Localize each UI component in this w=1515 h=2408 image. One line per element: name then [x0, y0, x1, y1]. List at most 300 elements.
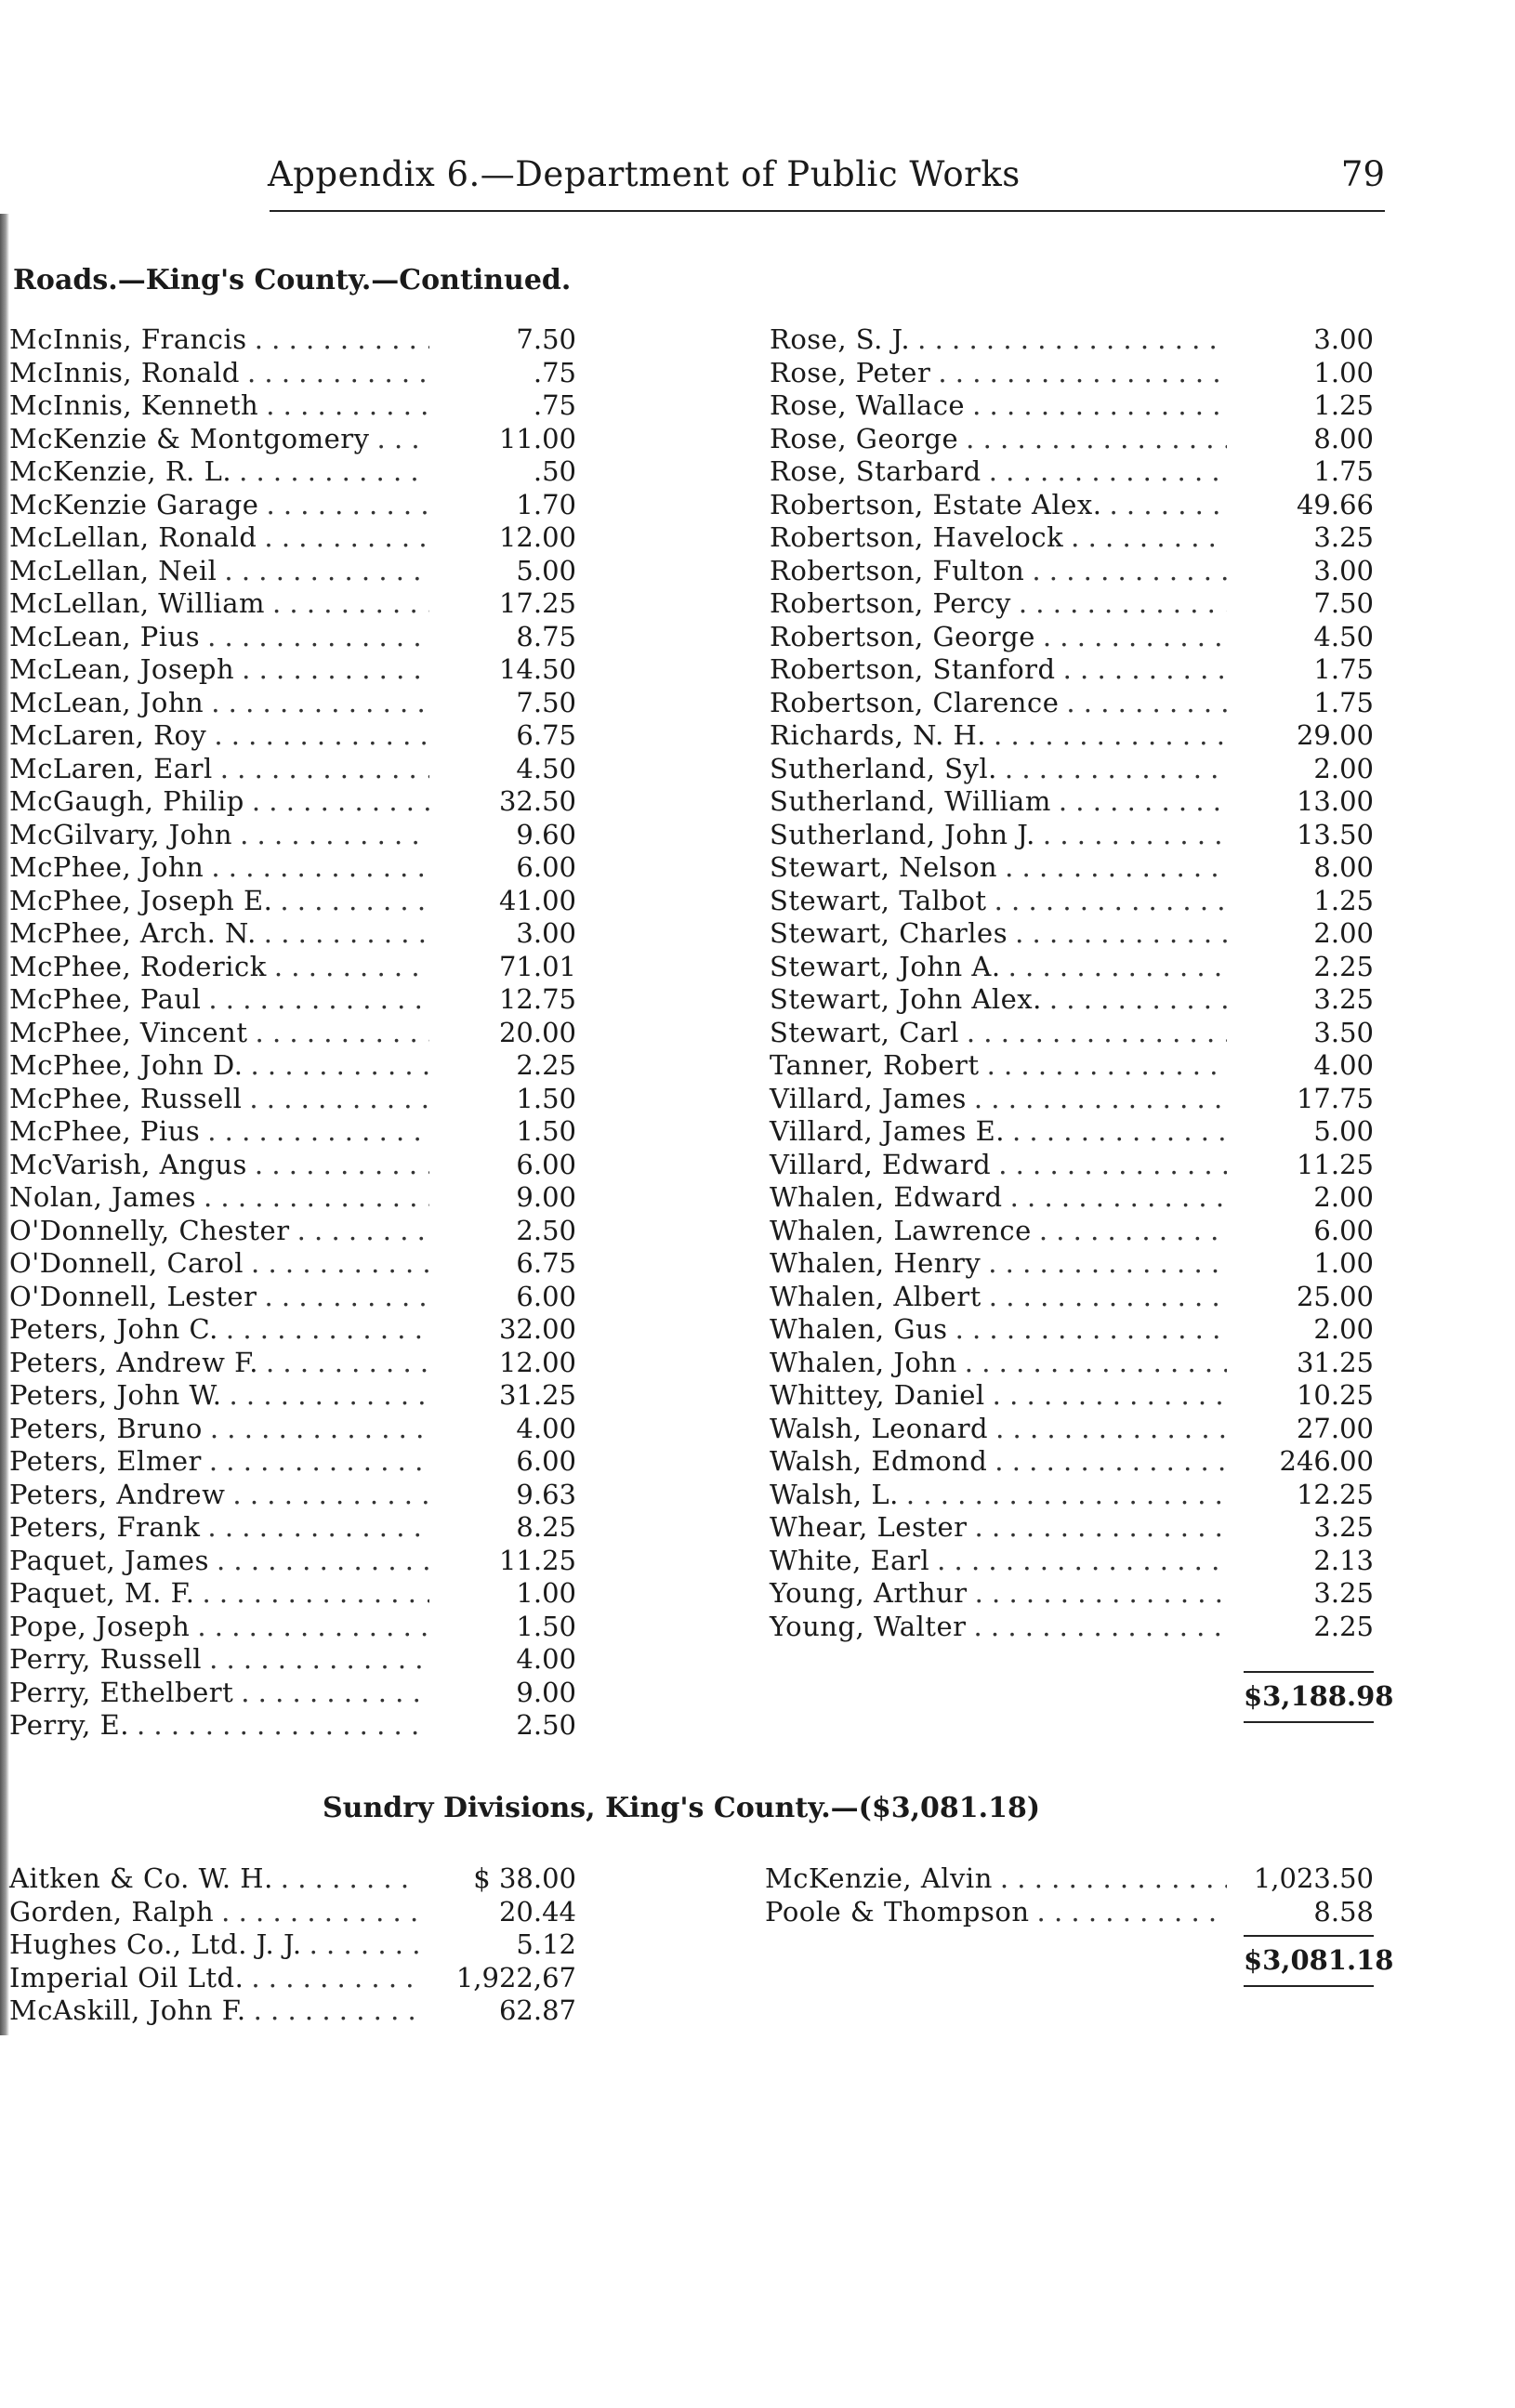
payment-amount: 12.25 — [1296, 1478, 1374, 1510]
dot-leader — [955, 1313, 1227, 1345]
payee-name: Robertson, Fulton — [770, 554, 1025, 586]
payee-name: Perry, Russell — [9, 1643, 203, 1675]
dot-leader — [221, 1896, 420, 1928]
payment-amount: 2.25 — [1313, 950, 1374, 982]
ledger-row — [9, 1928, 576, 1962]
payment-amount: 4.00 — [516, 1643, 576, 1675]
payment-amount: 11.25 — [498, 1544, 576, 1576]
ledger-row — [9, 521, 576, 555]
payment-amount: 2.25 — [1313, 1610, 1374, 1642]
payment-amount: 3.00 — [1313, 554, 1374, 586]
dot-leader — [266, 389, 429, 421]
payee-name: McLaren, Earl — [9, 752, 213, 784]
ledger-row — [9, 489, 576, 522]
ledger-row — [9, 1994, 576, 2028]
ledger-row — [770, 885, 1374, 918]
ledger-row — [770, 1115, 1374, 1149]
payment-amount: 5.00 — [516, 554, 576, 586]
ledger-row — [9, 1643, 576, 1677]
payee-name: Robertson, George — [770, 620, 1035, 652]
dot-leader — [1010, 1181, 1227, 1213]
payee-name: Young, Walter — [770, 1610, 967, 1642]
payment-amount: 3.00 — [516, 917, 576, 949]
roads-total: $3,188.98 — [1244, 1680, 1394, 1712]
ledger-row — [9, 687, 576, 720]
payee-name: Peters, Bruno — [9, 1412, 203, 1444]
dot-leader — [1000, 1862, 1227, 1894]
payee-name: Young, Arthur — [770, 1577, 968, 1609]
payee-name: McGilvary, John — [9, 818, 233, 850]
payee-name: Stewart, Talbot — [770, 884, 987, 916]
payment-amount: 4.50 — [1313, 620, 1374, 652]
dot-leader — [207, 621, 429, 652]
payment-amount: 5.12 — [516, 1928, 576, 1960]
payee-name: Robertson, Havelock — [770, 521, 1064, 553]
payee-name: Nolan, James — [9, 1181, 196, 1213]
payment-amount: 6.00 — [516, 1445, 576, 1477]
payment-amount: 3.25 — [1313, 521, 1374, 553]
dot-leader — [1109, 489, 1227, 520]
payment-amount: 1.70 — [516, 488, 576, 520]
payee-name: McVarish, Angus — [9, 1148, 247, 1180]
ledger-row — [770, 1347, 1374, 1380]
payee-name: Stewart, Carl — [770, 1016, 959, 1048]
payment-amount: 17.25 — [498, 587, 576, 619]
payment-amount: 4.50 — [516, 752, 576, 784]
payee-name: McLellan, Ronald — [9, 521, 257, 553]
ledger-row — [770, 753, 1374, 786]
payment-amount: 9.63 — [516, 1478, 576, 1510]
payee-name: McLean, Pius — [9, 620, 201, 652]
ledger-row — [770, 851, 1374, 885]
payee-name: Paquet, M. F. — [9, 1577, 195, 1609]
page-title: Appendix 6.—Department of Public Works — [268, 154, 1021, 194]
ledger-row — [770, 1479, 1374, 1512]
payment-amount: 8.25 — [516, 1511, 576, 1543]
payee-name: Stewart, Nelson — [770, 851, 998, 883]
ledger-row — [9, 753, 576, 786]
payee-name: Villard, James — [770, 1082, 967, 1114]
dot-leader — [211, 687, 429, 718]
dot-leader — [137, 1709, 429, 1741]
ledger-row — [770, 1181, 1374, 1215]
payment-amount: 11.25 — [1296, 1148, 1374, 1180]
payee-name: O'Donnelly, Chester — [9, 1214, 290, 1246]
payee-name: Stewart, John A. — [770, 950, 1001, 982]
payment-amount: 2.50 — [516, 1709, 576, 1741]
ledger-row — [9, 621, 576, 654]
dot-leader — [226, 1313, 429, 1345]
dot-leader — [202, 1577, 429, 1609]
dot-leader — [255, 323, 429, 355]
payee-name: McInnis, Francis — [9, 323, 247, 355]
ledger-row — [770, 785, 1374, 819]
payment-amount: 1.25 — [1313, 389, 1374, 421]
payee-name: Walsh, L. — [770, 1478, 899, 1510]
ledger-row — [770, 653, 1374, 687]
dot-leader — [211, 851, 429, 883]
dot-leader — [937, 1545, 1227, 1576]
ledger-row — [765, 1862, 1374, 1896]
payment-amount: 20.00 — [498, 1016, 576, 1048]
dot-leader — [209, 1643, 429, 1675]
payee-name: McPhee, Roderick — [9, 950, 267, 982]
ledger-row — [770, 389, 1374, 423]
dot-leader — [264, 917, 429, 949]
payment-amount: 2.00 — [1313, 752, 1374, 784]
payment-amount: 1.00 — [1313, 1247, 1374, 1279]
payee-name: McLellan, Neil — [9, 554, 217, 586]
payee-name: McKenzie, R. L. — [9, 455, 232, 487]
dot-leader — [220, 753, 429, 784]
dot-leader — [256, 1017, 429, 1048]
ledger-row — [9, 1545, 576, 1578]
ledger-row — [9, 885, 576, 918]
payment-amount: 9.00 — [516, 1676, 576, 1708]
payee-name: Whalen, Henry — [770, 1247, 981, 1279]
payee-name: Whalen, John — [770, 1346, 957, 1378]
dot-leader — [967, 1017, 1227, 1048]
sundry-section-heading: Sundry Divisions, King's County.—($3,081.18) — [323, 1792, 1041, 1824]
payment-amount: 2.13 — [1313, 1544, 1374, 1576]
ledger-row — [9, 653, 576, 687]
dot-leader — [217, 1545, 429, 1576]
dot-leader — [987, 1049, 1227, 1081]
payment-amount: 29.00 — [1296, 719, 1374, 751]
payee-name: Whear, Lester — [770, 1511, 968, 1543]
payee-name: McLellan, William — [9, 587, 265, 619]
ledger-row — [770, 489, 1374, 522]
dot-leader — [239, 455, 429, 487]
dot-leader — [214, 719, 429, 751]
ledger-row — [770, 521, 1374, 555]
dot-leader — [240, 819, 429, 850]
ledger-row — [9, 1577, 576, 1611]
ledger-row — [9, 1445, 576, 1479]
ledger-row — [9, 357, 576, 390]
ledger-row — [770, 357, 1374, 390]
sundry-total-block — [1244, 1935, 1394, 1987]
dot-leader — [377, 423, 429, 454]
ledger-row — [770, 1445, 1374, 1479]
dot-leader — [1049, 983, 1227, 1015]
ledger-row — [9, 1215, 576, 1248]
dot-leader — [264, 1281, 429, 1312]
running-head — [186, 154, 1385, 210]
ledger-row — [9, 1347, 576, 1380]
payment-amount: 41.00 — [498, 884, 576, 916]
dot-leader — [1032, 555, 1227, 586]
dot-leader — [1063, 653, 1227, 685]
payee-name: Stewart, Charles — [770, 917, 1008, 949]
payment-amount: 6.00 — [516, 1280, 576, 1312]
ledger-row — [9, 1281, 576, 1314]
dot-leader — [224, 555, 429, 586]
ledger-row — [770, 1017, 1374, 1050]
payee-name: Gorden, Ralph — [9, 1895, 215, 1928]
ledger-row — [9, 785, 576, 819]
payee-name: Sutherland, Syl. — [770, 752, 997, 784]
payee-name: Whittey, Daniel — [770, 1379, 985, 1411]
payment-amount: 11.00 — [498, 422, 576, 454]
payment-amount: 1.50 — [516, 1082, 576, 1114]
dot-leader — [1019, 587, 1227, 619]
dot-leader — [207, 1511, 429, 1543]
ledger-row — [770, 1577, 1374, 1611]
payment-amount: 32.00 — [498, 1313, 576, 1345]
payee-name: Poole & Thompson — [765, 1895, 1030, 1928]
payee-name: Robertson, Estate Alex. — [770, 488, 1102, 520]
payment-amount: .50 — [533, 455, 576, 487]
ledger-row — [9, 1181, 576, 1215]
ledger-row — [770, 1511, 1374, 1545]
ledger-row — [770, 687, 1374, 720]
ledger-row — [9, 719, 576, 753]
ledger-row — [770, 1215, 1374, 1248]
roads-left-column — [9, 323, 576, 1743]
dot-leader — [1037, 1896, 1227, 1928]
payment-amount: 10.25 — [1296, 1379, 1374, 1411]
payee-name: McKenzie Garage — [9, 488, 259, 520]
dot-leader — [252, 785, 429, 817]
dot-leader — [998, 1149, 1227, 1180]
dot-leader — [988, 1247, 1227, 1279]
sundry-right-column — [765, 1862, 1374, 1928]
payee-name: Villard, Edward — [770, 1148, 992, 1180]
total-rule-bottom — [1244, 1721, 1374, 1723]
payment-amount: 49.66 — [1296, 488, 1374, 520]
payment-amount: 32.50 — [498, 785, 576, 817]
dot-leader — [989, 455, 1227, 487]
payee-name: Pope, Joseph — [9, 1610, 191, 1642]
dot-leader — [1012, 1115, 1227, 1147]
payment-amount: 8.00 — [1313, 851, 1374, 883]
dot-leader — [197, 1611, 429, 1642]
payment-amount: 27.00 — [1296, 1412, 1374, 1444]
ledger-row — [770, 1281, 1374, 1314]
payment-amount: 13.50 — [1296, 818, 1374, 850]
binding-edge — [0, 214, 9, 2035]
payment-amount: 6.00 — [516, 1148, 576, 1180]
ledger-row — [770, 423, 1374, 456]
payment-amount: 12.00 — [498, 1346, 576, 1378]
dot-leader — [274, 951, 429, 982]
ledger-row — [9, 1611, 576, 1644]
payment-amount: 12.00 — [498, 521, 576, 553]
ledger-row — [770, 1379, 1374, 1413]
dot-leader — [995, 1413, 1227, 1444]
sundry-left-column — [9, 1862, 576, 2028]
ledger-row — [770, 1049, 1374, 1083]
dot-leader — [247, 357, 429, 388]
payment-amount: 12.75 — [498, 983, 576, 1015]
payee-name: Walsh, Leonard — [770, 1412, 989, 1444]
ledger-row — [765, 1896, 1374, 1929]
payee-name: Rose, Peter — [770, 356, 931, 388]
payment-amount: 3.50 — [1313, 1016, 1374, 1048]
payee-name: Perry, E. — [9, 1709, 129, 1741]
payment-amount: 246.00 — [1279, 1445, 1374, 1477]
dot-leader — [229, 1379, 429, 1411]
payment-amount: 62.87 — [498, 1994, 576, 2026]
payee-name: McPhee, Arch. N. — [9, 917, 257, 949]
payment-amount: 1.50 — [516, 1610, 576, 1642]
roads-section-heading: Roads.—King's County.—Continued. — [13, 264, 572, 296]
ledger-row — [770, 1611, 1374, 1644]
dot-leader — [210, 1413, 429, 1444]
roads-right-column — [770, 323, 1374, 1643]
payee-name: Richards, N. H. — [770, 719, 987, 751]
payment-amount: 2.25 — [516, 1049, 576, 1081]
ledger-row — [9, 1083, 576, 1116]
payee-name: Whalen, Lawrence — [770, 1214, 1032, 1246]
dot-leader — [1039, 1215, 1227, 1246]
dot-leader — [251, 1247, 429, 1279]
roads-total-block — [1244, 1671, 1394, 1723]
payment-amount: 20.44 — [498, 1895, 576, 1928]
payee-name: Rose, S. J. — [770, 323, 911, 355]
payment-amount: .75 — [533, 389, 576, 421]
ledger-row — [770, 455, 1374, 489]
payment-amount: 4.00 — [516, 1412, 576, 1444]
dot-leader — [264, 521, 429, 553]
ledger-row — [9, 1049, 576, 1083]
payment-amount: 1,922,67 — [455, 1961, 576, 1994]
payee-name: O'Donnell, Carol — [9, 1247, 244, 1279]
payee-name: McGaugh, Philip — [9, 785, 244, 817]
dot-leader — [207, 1115, 429, 1147]
ledger-row — [9, 917, 576, 951]
ledger-row — [770, 1149, 1374, 1182]
dot-leader — [266, 1347, 429, 1378]
header-rule — [270, 210, 1385, 212]
ledger-row — [770, 819, 1374, 852]
dot-leader — [973, 1611, 1227, 1642]
payment-amount: 3.25 — [1313, 983, 1374, 1015]
ledger-row — [9, 1413, 576, 1446]
payee-name: Peters, Andrew — [9, 1478, 226, 1510]
payee-name: Villard, James E. — [770, 1115, 1005, 1147]
dot-leader — [310, 1928, 420, 1960]
dot-leader — [1043, 819, 1227, 850]
dot-leader — [255, 1149, 429, 1180]
payee-name: Peters, John W. — [9, 1379, 222, 1411]
payee-name: McInnis, Ronald — [9, 356, 240, 388]
dot-leader — [975, 1511, 1227, 1543]
dot-leader — [272, 587, 429, 619]
payment-amount: 6.00 — [1313, 1214, 1374, 1246]
payment-amount: .75 — [533, 356, 576, 388]
dot-leader — [995, 1445, 1227, 1477]
ledger-row — [9, 323, 576, 357]
ledger-row — [9, 983, 576, 1017]
payee-name: Rose, Wallace — [770, 389, 966, 421]
payee-name: McInnis, Kenneth — [9, 389, 259, 421]
ledger-row — [9, 1313, 576, 1347]
dot-leader — [917, 323, 1227, 355]
dot-leader — [1059, 785, 1227, 817]
ledger-row — [9, 851, 576, 885]
dot-leader — [993, 1379, 1227, 1411]
payment-amount: 8.58 — [1313, 1895, 1374, 1928]
payment-amount: 7.50 — [1313, 587, 1374, 619]
payee-name: McAskill, John F. — [9, 1994, 246, 2026]
ledger-row — [9, 1709, 576, 1743]
ledger-row — [9, 1677, 576, 1710]
dot-leader — [994, 719, 1227, 751]
payee-name: Imperial Oil Ltd. — [9, 1961, 244, 1994]
dot-leader — [204, 1181, 429, 1213]
payment-amount: 14.50 — [498, 653, 576, 685]
payment-amount: 7.50 — [516, 686, 576, 718]
ledger-row — [9, 951, 576, 984]
dot-leader — [250, 1049, 429, 1081]
ledger-row — [770, 1545, 1374, 1578]
payee-name: Stewart, John Alex. — [770, 983, 1042, 1015]
payment-amount: 7.50 — [516, 323, 576, 355]
payee-name: McKenzie, Alvin — [765, 1862, 993, 1894]
payment-amount: 3.25 — [1313, 1511, 1374, 1543]
dot-leader — [965, 1347, 1227, 1378]
payee-name: Peters, Frank — [9, 1511, 201, 1543]
payee-name: McLaren, Roy — [9, 719, 207, 751]
payee-name: Whalen, Edward — [770, 1181, 1003, 1213]
dot-leader — [241, 1677, 429, 1708]
ledger-row — [770, 621, 1374, 654]
ledger-row — [770, 719, 1374, 753]
payee-name: Sutherland, John J. — [770, 818, 1035, 850]
ledger-row — [9, 555, 576, 588]
payee-name: Sutherland, William — [770, 785, 1051, 817]
page-number: 79 — [1340, 154, 1385, 194]
payee-name: Rose, George — [770, 422, 959, 454]
dot-leader — [1015, 917, 1227, 949]
dot-leader — [906, 1479, 1227, 1510]
dot-leader — [232, 1479, 429, 1510]
payment-amount: 9.00 — [516, 1181, 576, 1213]
payee-name: McPhee, Vincent — [9, 1016, 248, 1048]
ledger-row — [770, 1313, 1374, 1347]
payment-amount: 1.00 — [516, 1577, 576, 1609]
dot-leader — [266, 489, 429, 520]
ledger-row — [770, 1413, 1374, 1446]
dot-leader — [989, 1281, 1227, 1312]
payment-amount: 8.00 — [1313, 422, 1374, 454]
payee-name: Hughes Co., Ltd. J. J. — [9, 1928, 302, 1960]
payment-amount: 1.00 — [1313, 356, 1374, 388]
payee-name: McPhee, Pius — [9, 1115, 201, 1147]
ledger-row — [9, 1149, 576, 1182]
dot-leader — [1005, 753, 1227, 784]
dot-leader — [1071, 521, 1227, 553]
ledger-row — [9, 423, 576, 456]
payee-name: McPhee, Russell — [9, 1082, 243, 1114]
payment-amount: 1.50 — [516, 1115, 576, 1147]
ledger-row — [770, 323, 1374, 357]
dot-leader — [1066, 687, 1227, 718]
payment-amount: 3.00 — [1313, 323, 1374, 355]
dot-leader — [974, 1083, 1227, 1114]
dot-leader — [242, 653, 429, 685]
dot-leader — [995, 885, 1227, 916]
ledger-row — [9, 819, 576, 852]
dot-leader — [1005, 851, 1227, 883]
payment-amount: 4.00 — [1313, 1049, 1374, 1081]
ledger-row — [770, 555, 1374, 588]
payee-name: Whalen, Gus — [770, 1313, 948, 1345]
payee-name: Aitken & Co. W. H. — [9, 1862, 273, 1894]
ledger-row — [770, 1247, 1374, 1281]
